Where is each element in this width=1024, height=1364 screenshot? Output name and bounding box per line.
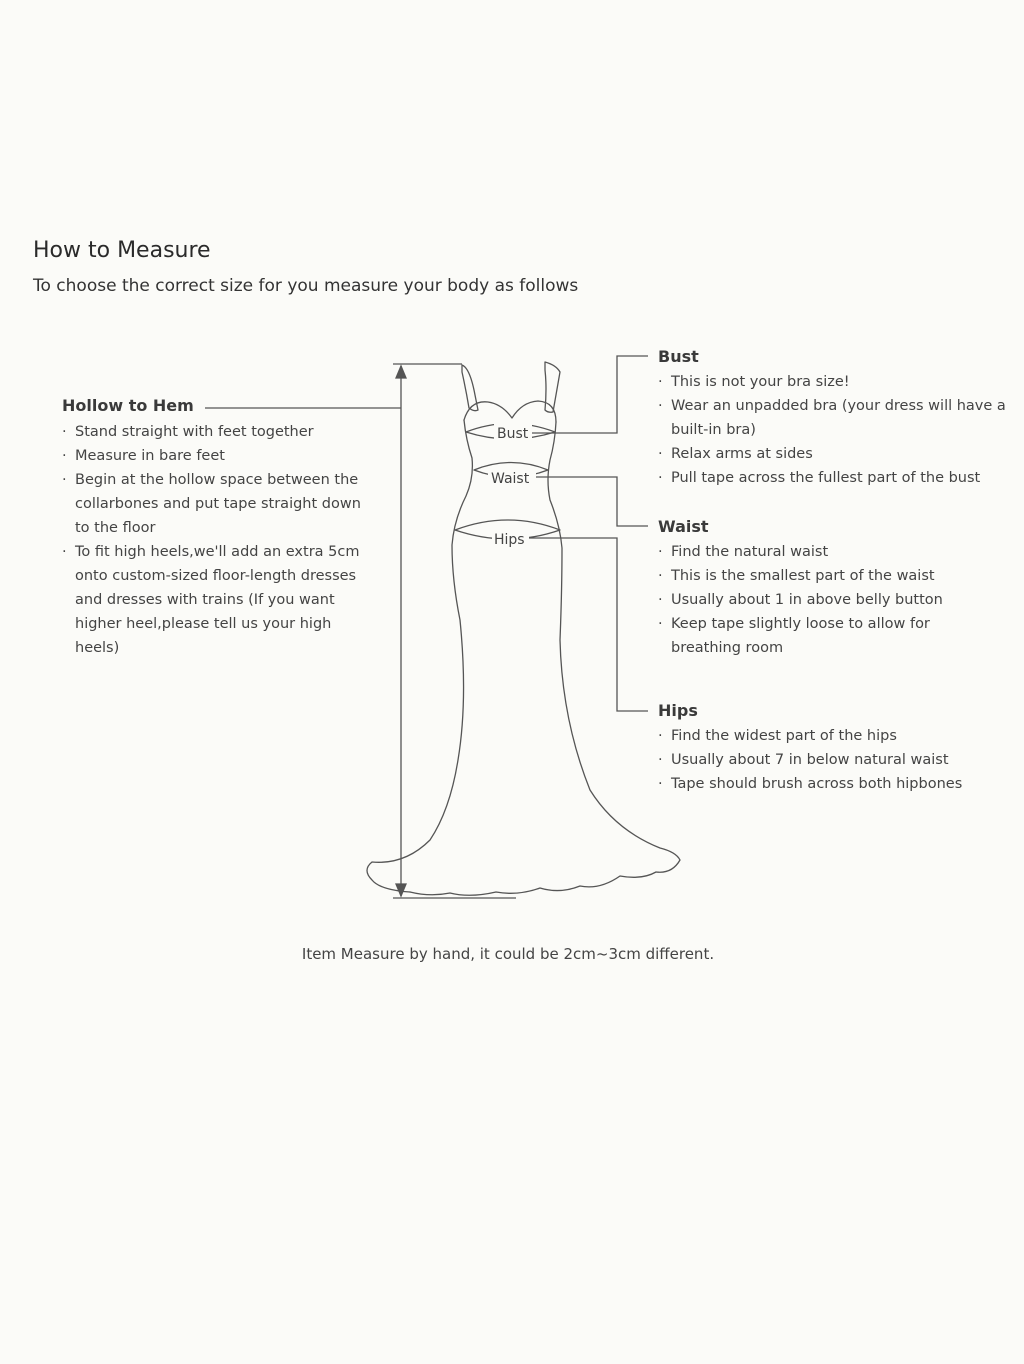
arrow-down-icon (396, 884, 406, 896)
page-title: How to Measure (33, 238, 211, 263)
list-item: . Keep tape slightly loose to allow for breathing room (658, 612, 998, 660)
list-item: . Usually about 7 in below natural waist (658, 748, 998, 772)
waist-list (658, 540, 998, 660)
bodice-neckline (464, 401, 556, 422)
right-strap (545, 362, 560, 412)
hips-list (658, 724, 998, 796)
dress-right-outline (410, 422, 680, 895)
list-item: . Wear an unpadded bra (your dress will have a built-in bra) (658, 394, 1013, 442)
list-item: . Measure in bare feet (62, 444, 362, 468)
waist-title: Waist (658, 517, 709, 536)
dress-left-outline (367, 420, 472, 892)
bust-leader-line (531, 356, 648, 433)
waist-label: Waist (491, 471, 530, 487)
list-item: . Stand straight with feet together (62, 420, 362, 444)
list-item: . To fit high heels,we'll add an extra 5cm onto custom-sized floor-length dresses and dresses with trains (If you want higher heel,please tell us your high heels) (62, 540, 362, 660)
bust-label: Bust (497, 426, 529, 442)
list-item: . Find the widest part of the hips (658, 724, 998, 748)
list-item: . Tape should brush across both hipbones (658, 772, 998, 796)
bust-list (658, 370, 1013, 490)
hollow-to-hem-title: Hollow to Hem (62, 396, 194, 415)
page-subtitle: To choose the correct size for you measure your body as follows (33, 276, 579, 296)
list-item: . Relax arms at sides (658, 442, 1013, 466)
list-item: . This is the smallest part of the waist (658, 564, 998, 588)
list-item: . This is not your bra size! (658, 370, 1013, 394)
list-item: . Pull tape across the fullest part of the bust (658, 466, 1013, 490)
list-item: . Find the natural waist (658, 540, 998, 564)
footnote: Item Measure by hand, it could be 2cm~3cm different. (301, 945, 715, 963)
hips-title: Hips (658, 701, 698, 720)
hips-leader-line (528, 538, 648, 711)
hollow-to-hem-list (62, 420, 362, 660)
list-item: . Begin at the hollow space between the collarbones and put tape straight down to the floor (62, 468, 362, 540)
hips-label: Hips (494, 532, 525, 548)
list-item: . Usually about 1 in above belly button (658, 588, 998, 612)
arrow-up-icon (396, 366, 406, 378)
bust-title: Bust (658, 347, 699, 366)
waist-leader-line (536, 477, 648, 526)
